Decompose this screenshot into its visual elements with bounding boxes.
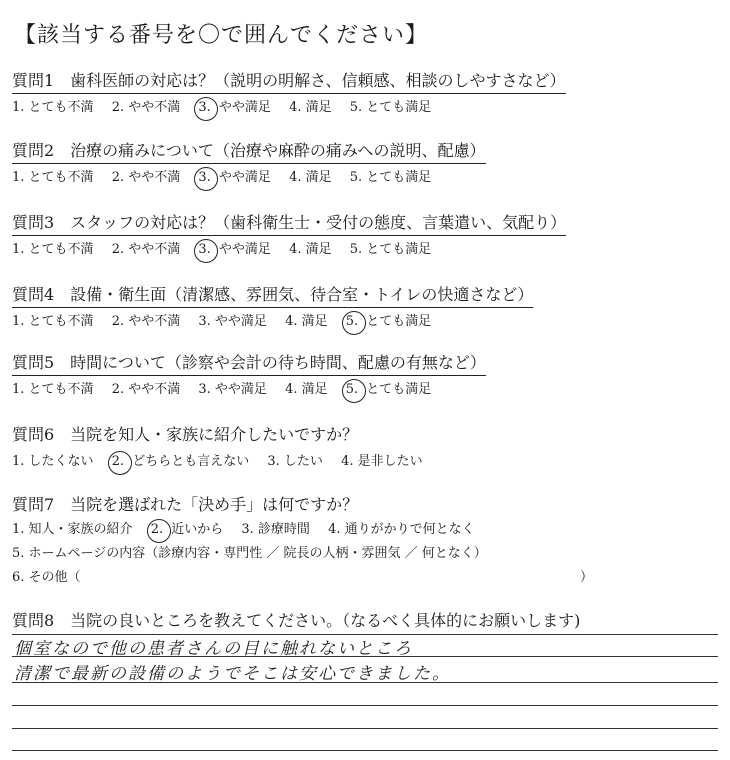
q4-option-4[interactable]: 4. 満足: [285, 314, 328, 329]
question-7-title: 質問7 当院を選ばれた「決め手」は何ですか？: [12, 495, 359, 514]
q6-option-1[interactable]: 1. したくない: [12, 454, 94, 469]
q3-option-2[interactable]: 2. やや不満: [111, 242, 181, 257]
q4-option-3[interactable]: 3. やや満足: [198, 314, 267, 329]
q4-option-1[interactable]: 1. とても不満: [12, 314, 94, 329]
q7-option-6[interactable]: 6. その他（: [12, 570, 81, 585]
q7-option-2-circled[interactable]: 2.: [150, 522, 164, 537]
answer-line-2: [12, 656, 718, 657]
q5-option-3[interactable]: 3. やや満足: [198, 382, 267, 397]
q3-option-4[interactable]: 4. 満足: [289, 242, 332, 257]
answer-line-3: [12, 682, 718, 683]
question-2-options: [12, 166, 445, 185]
q5-option-5-label[interactable]: とても満足: [366, 382, 432, 397]
question-2-title: 質問2 治療の痛みについて（治療や麻酔の痛みへの説明、配慮）: [12, 138, 486, 164]
q4-option-2[interactable]: 2. やや不満: [111, 314, 181, 329]
q6-option-2-circled[interactable]: 2.: [111, 454, 125, 469]
q1-option-4[interactable]: 4. 満足: [289, 100, 332, 115]
question-7-options: [12, 518, 489, 537]
question-6-options: [12, 450, 437, 469]
q1-option-3-circled[interactable]: 3.: [198, 100, 211, 115]
answer-line-4: [12, 705, 718, 706]
q2-option-2[interactable]: 2. やや不満: [111, 170, 181, 185]
q7-option-1[interactable]: 1. 知人・家族の紹介: [12, 522, 133, 537]
q3-option-1[interactable]: 1. とても不満: [12, 242, 94, 257]
q5-option-5-circled[interactable]: 5.: [345, 382, 359, 397]
q7-option-6-close: ）: [580, 570, 594, 585]
question-5-options: [12, 378, 445, 397]
q5-option-4[interactable]: 4. 満足: [285, 382, 328, 397]
question-1-options: [12, 96, 445, 115]
q6-option-2-label[interactable]: どちらとも言えない: [132, 454, 250, 469]
question-5-title: 質問5 時間について（診察や会計の待ち時間、配慮の有無など）: [12, 350, 486, 376]
q2-option-3-label[interactable]: やや満足: [218, 170, 271, 185]
q7-option-4[interactable]: 4. 通りがかりで何となく: [328, 522, 475, 537]
question-8-title: 質問8 当院の良いところを教えてください。（なるべく具体的にお願いします): [12, 611, 581, 630]
q3-option-3-circled[interactable]: 3.: [198, 242, 211, 257]
q6-option-3[interactable]: 3. したい: [267, 454, 323, 469]
q5-option-1[interactable]: 1. とても不満: [12, 382, 94, 397]
answer-line-5: [12, 728, 718, 729]
question-6-title: 質問6 当院を知人・家族に紹介したいですか？: [12, 425, 359, 444]
q1-option-3-label[interactable]: やや満足: [218, 100, 271, 115]
q6-option-4[interactable]: 4. 是非したい: [341, 454, 423, 469]
q7-option-3[interactable]: 3. 診療時間: [241, 522, 310, 537]
handwritten-answer-1: 個室なので他の患者さんの目に触れないところ: [14, 639, 413, 659]
q2-option-1[interactable]: 1. とても不満: [12, 170, 94, 185]
handwritten-answer-2: 清潔で最新の設備のようでそこは安心できました。: [14, 664, 451, 684]
question-4-title: 質問4 設備・衛生面（清潔感、雰囲気、待合室・トイレの快適さなど）: [12, 282, 533, 308]
q4-option-5-label[interactable]: とても満足: [366, 314, 432, 329]
form-heading: 【該当する番号を〇で囲んでください】: [14, 23, 429, 48]
q3-option-5[interactable]: 5. とても満足: [349, 242, 432, 257]
question-3-title: 質問3 スタッフの対応は？（歯科衛生士・受付の態度、言葉遣い、気配り）: [12, 210, 566, 236]
question-4-options: [12, 310, 445, 329]
q5-option-2[interactable]: 2. やや不満: [111, 382, 181, 397]
q4-option-5-circled[interactable]: 5.: [345, 314, 359, 329]
q1-option-2[interactable]: 2. やや不満: [111, 100, 181, 115]
q7-option-5[interactable]: 5. ホームページの内容（診療内容・専門性 ／ 院長の人柄・雰囲気 ／ 何となく）: [12, 546, 487, 561]
question-1-title: 質問1 歯科医師の対応は？（説明の明解さ、信頼感、相談のしやすさなど）: [12, 68, 566, 94]
q1-option-5[interactable]: 5. とても満足: [349, 100, 432, 115]
q1-option-1[interactable]: 1. とても不満: [12, 100, 94, 115]
q2-option-3-circled[interactable]: 3.: [198, 170, 211, 185]
q2-option-5[interactable]: 5. とても満足: [349, 170, 432, 185]
question-3-options: [12, 238, 445, 257]
q7-option-2-label[interactable]: 近いから: [171, 522, 224, 537]
q3-option-3-label[interactable]: やや満足: [218, 242, 271, 257]
q2-option-4[interactable]: 4. 満足: [289, 170, 332, 185]
answer-line-6: [12, 750, 718, 751]
